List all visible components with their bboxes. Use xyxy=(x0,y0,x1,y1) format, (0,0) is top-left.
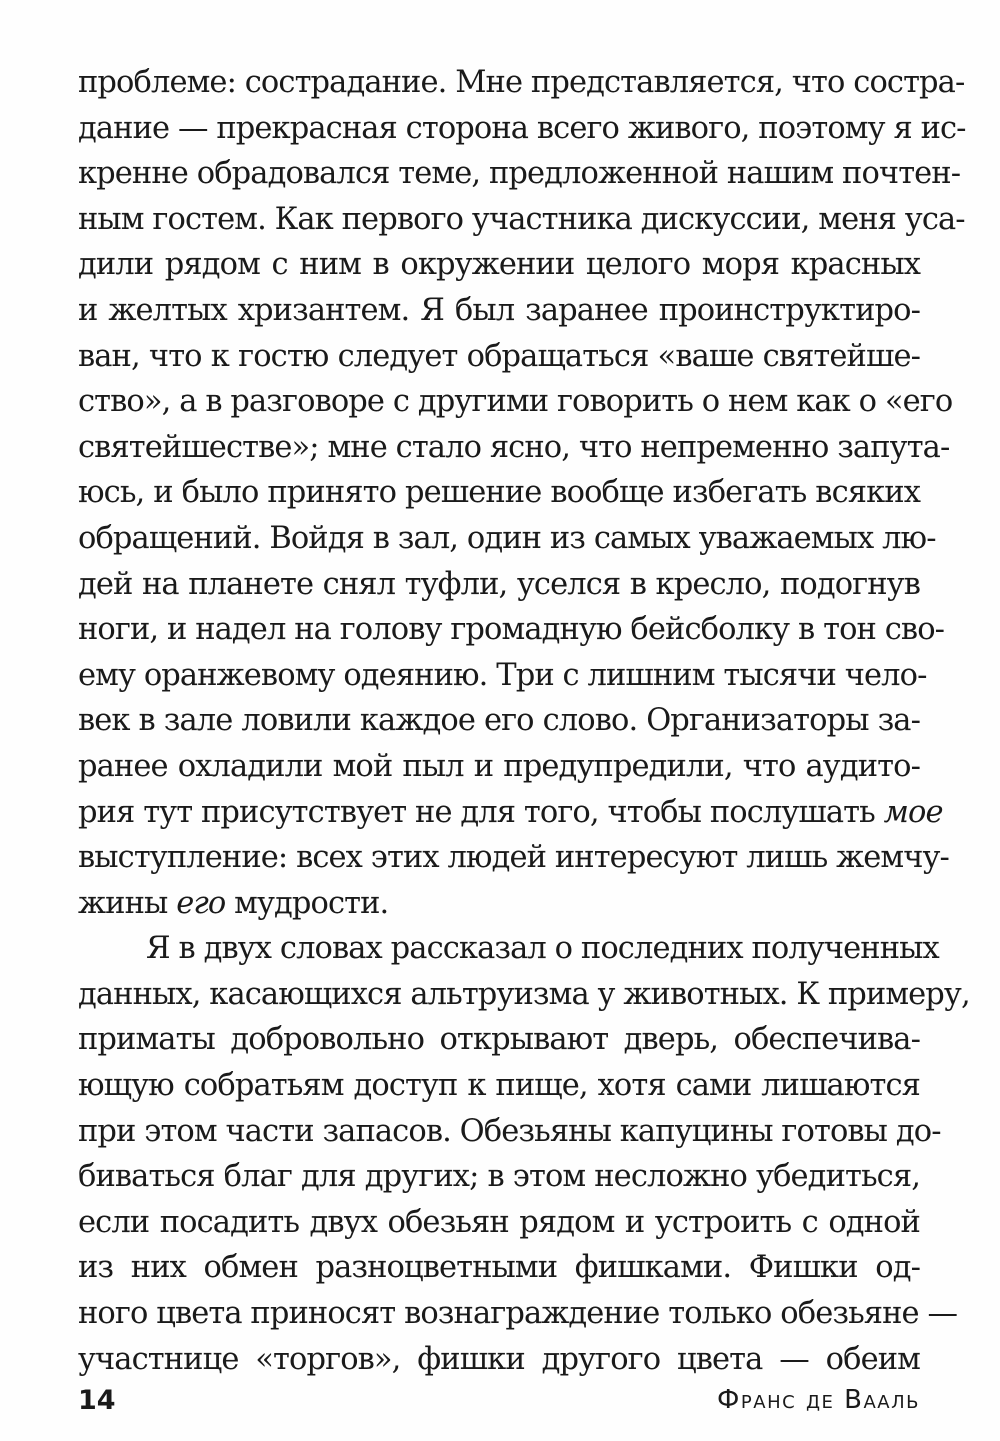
text-segment: ного цвета приносят вознаграждение только обезьяне — xyxy=(78,1296,958,1332)
text-line xyxy=(78,242,920,288)
text-line xyxy=(78,1200,920,1246)
text-line xyxy=(78,1063,920,1109)
text-segment: кренне обрадовался теме, предложенной нашим почтен- xyxy=(78,156,961,192)
emphasis-text: его xyxy=(176,885,226,921)
page-footer xyxy=(78,1385,920,1425)
text-line xyxy=(78,288,920,334)
text-segment: юсь, и было принято решение вообще избегать всяких xyxy=(78,475,920,511)
text-segment: проблеме: сострадание. Мне представляется, что состра- xyxy=(78,65,965,100)
text-line xyxy=(78,607,945,653)
text-segment: если посадить двух обезьян рядом и устроить с одной xyxy=(78,1204,920,1240)
text-segment: участнице «торгов», фишки другого цвета — обеим xyxy=(78,1341,920,1377)
text-line xyxy=(78,379,953,425)
text-line xyxy=(78,106,966,152)
text-line xyxy=(78,881,920,927)
text-segment: жины xyxy=(78,885,177,921)
running-head-author: Франс де Вааль xyxy=(717,1385,920,1415)
text-segment: выступление: всех этих людей интересуют лишь жемчу- xyxy=(78,840,949,876)
text-segment: приматы добровольно открывают дверь, обеспечива- xyxy=(78,1022,920,1058)
text-segment: данных, касающихся альтруизма у животных. К примеру, xyxy=(78,976,970,1012)
text-line xyxy=(78,470,920,516)
text-segment: дей на планете снял туфли, уселся в кресло, подогнув xyxy=(78,566,920,602)
text-line xyxy=(78,197,965,243)
text-segment: ранее охладили мой пыл и предупредили, что аудито- xyxy=(78,748,920,784)
text-segment: святейшестве»; мне стало ясно, что непременно запута- xyxy=(78,429,950,465)
text-segment: мудрости. xyxy=(225,885,389,921)
text-segment: ющую собратьям доступ к пище, хотя сами лишаются xyxy=(78,1068,920,1104)
text-line xyxy=(78,562,920,608)
text-segment: ван, что к гостю следует обращаться «ваше святейше- xyxy=(78,338,920,374)
text-line xyxy=(78,1245,920,1291)
text-line xyxy=(78,1154,920,1200)
text-segment: биваться благ для других; в этом несложно убедиться, xyxy=(78,1159,920,1195)
text-line xyxy=(78,1017,920,1063)
text-line xyxy=(78,653,927,699)
text-line xyxy=(78,1337,920,1383)
text-segment: век в зале ловили каждое его слово. Организаторы за- xyxy=(78,703,920,739)
text-segment: ему оранжевому одеянию. Три с лишним тысячи чело- xyxy=(78,657,927,693)
text-segment: из них обмен разноцветными фишками. Фишки од- xyxy=(78,1250,920,1286)
text-line xyxy=(78,972,970,1018)
text-line xyxy=(78,151,961,197)
text-line xyxy=(78,1291,958,1337)
text-segment: дили рядом с ним в окружении целого моря красных xyxy=(78,247,920,283)
text-segment: ным гостем. Как первого участника дискуссии, меня уса- xyxy=(78,201,965,237)
text-line xyxy=(78,744,920,790)
text-line xyxy=(78,1109,941,1155)
text-segment: Я в двух словах рассказал о последних полученных xyxy=(146,931,939,967)
text-line xyxy=(78,516,936,562)
text-segment: рия тут присутствует не для того, чтобы послушать xyxy=(78,794,884,830)
text-segment: при этом части запасов. Обезьяны капуцины готовы до- xyxy=(78,1113,941,1149)
text-segment: и желтых хризантем. Я был заранее проинструктиро- xyxy=(78,292,920,328)
text-line xyxy=(78,698,920,744)
text-segment: ноги, и надел на голову громадную бейсболку в тон сво- xyxy=(78,612,945,648)
text-segment: обращений. Войдя в зал, один из самых уважаемых лю- xyxy=(78,520,936,556)
text-line xyxy=(78,926,939,972)
text-line xyxy=(78,425,950,471)
text-line xyxy=(78,334,920,380)
text-segment: ство», а в разговоре с другими говорить о нем как о «его xyxy=(78,384,953,420)
text-line xyxy=(78,835,949,881)
body-text xyxy=(78,60,970,1382)
text-line xyxy=(78,790,943,836)
emphasis-text: мое xyxy=(883,794,943,830)
text-line xyxy=(78,60,965,106)
text-segment: дание — прекрасная сторона всего живого, поэтому я ис- xyxy=(78,110,966,146)
page-number: 14 xyxy=(78,1385,116,1416)
